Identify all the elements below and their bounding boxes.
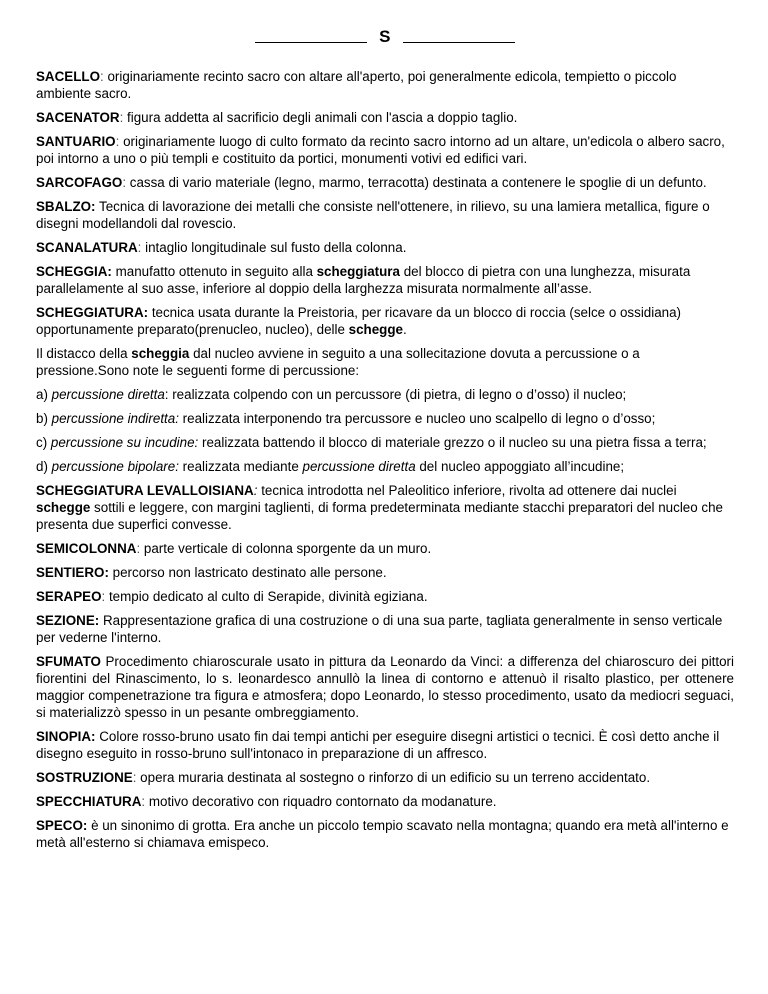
entry-scheggia: SCHEGGIA: manufatto ottenuto in seguito alla scheggiatura del blocco di pietra con una lunghezza, misurata parallelamente al suo asse, inferiore al doppio della larghezza misurata normalmente all’asse. bbox=[36, 264, 691, 296]
entry-sbalzo: SBALZO: Tecnica di lavorazione dei metalli che consiste nell'ottenere, in rilievo, su una lamiera metallica, figure o disegni modellandoli dal rovescio. bbox=[36, 199, 710, 231]
header-rule-left bbox=[255, 33, 367, 43]
list-item-b: b) percussione indiretta: realizzata interponendo tra percussore e nucleo uno scalpello di legno o d’osso; bbox=[36, 411, 656, 426]
entry-sarcofago: SARCOFAGO: cassa di vario materiale (legno, marmo, terracotta) destinata a contenere le spoglie di un defunto. bbox=[36, 175, 707, 190]
list-item-d: d) percussione bipolare: realizzata mediante percussione diretta del nucleo appoggiato all’incudine; bbox=[36, 459, 625, 474]
entry-sinopia: SINOPIA: Colore rosso-bruno usato fin dai tempi antichi per eseguire disegni artistici o tecnici. È così detto anche il disegno eseguito in rosso-bruno sull'intonaco in preparazione di un affresco. bbox=[36, 729, 720, 761]
entry-speco: SPECO: è un sinonimo di grotta. Era anche un piccolo tempio scavato nella montagna; quando era metà all'interno e metà all'esterno si chiamava emispeco. bbox=[36, 818, 729, 850]
list-item-c: c) percussione su incudine: realizzata battendo il blocco di materiale grezzo o il nucleo su una pietra fissa a terra; bbox=[36, 435, 707, 450]
header-rule-right bbox=[403, 33, 515, 43]
entry-scheggiatura-levalloisiana: SCHEGGIATURA LEVALLOISIANA: tecnica introdotta nel Paleolitico inferiore, rivolta ad ottenere dai nuclei schegge sottili e leggere, con margini taglienti, di forma predeterminata mediante stacchi preparatori del nucleo che presenta due superfici convesse. bbox=[36, 483, 724, 532]
entry-sacello: SACELLO: originariamente recinto sacro con altare all'aperto, poi generalmente edicola, tempietto o piccolo ambiente sacro. bbox=[36, 69, 677, 101]
section-letter: S bbox=[379, 27, 391, 46]
list-item-a: a) percussione diretta: realizzata colpendo con un percussore (di pietra, di legno o d’osso) il nucleo; bbox=[36, 387, 627, 402]
entry-specchiatura: SPECCHIATURA: motivo decorativo con riquadro contornato da modanature. bbox=[36, 794, 497, 809]
entry-sentiero: SENTIERO: percorso non lastricato destinato alle persone. bbox=[36, 565, 387, 580]
paragraph-distacco: Il distacco della scheggia dal nucleo avviene in seguito a una sollecitazione dovuta a percussione o a pressione.Sono note le seguenti forme di percussione: bbox=[36, 346, 640, 378]
entry-serapeo: SERAPEO: tempio dedicato al culto di Serapide, divinità egiziana. bbox=[36, 589, 428, 604]
entry-sostruzione: SOSTRUZIONE: opera muraria destinata al sostegno o rinforzo di un edificio su un terreno accidentato. bbox=[36, 770, 651, 785]
entry-scanalatura: SCANALATURA: intaglio longitudinale sul fusto della colonna. bbox=[36, 240, 407, 255]
entry-sezione: SEZIONE: Rappresentazione grafica di una costruzione o di una sua parte, tagliata generalmente in senso verticale per vederne l'interno. bbox=[36, 613, 723, 645]
entry-sfumato: SFUMATO Procedimento chiaroscurale usato in pittura da Leonardo da Vinci: a differenza del chiaroscuro dei pittori fiorentini del Rinascimento, lo s. leonardesco annullò la linea di contorno e attenuò il risalto plastico, per ottenere maggior compenetrazione tra figura e atmosfera; dopo Leonardo, lo stesso procedimento, usato da mediocri seguaci, si materializzò spesso in un pesante ombreggiamento. bbox=[36, 654, 734, 720]
entry-santuario: SANTUARIO: originariamente luogo di culto formato da recinto sacro intorno ad un altare, un'edicola o albero sacro, poi intorno a uno o più templi e costituito da portici, monumenti votivi ed edifici vari. bbox=[36, 134, 725, 166]
entry-scheggiatura: SCHEGGIATURA: tecnica usata durante la Preistoria, per ricavare da un blocco di roccia (selce o ossidiana) opportunamente preparato(prenucleo, nucleo), delle schegge. bbox=[36, 305, 682, 337]
entry-semicolonna: SEMICOLONNA: parte verticale di colonna sporgente da un muro. bbox=[36, 541, 432, 556]
section-header bbox=[36, 28, 734, 45]
entry-sacenator: SACENATOR: figura addetta al sacrificio degli animali con l'ascia a doppio taglio. bbox=[36, 110, 518, 125]
